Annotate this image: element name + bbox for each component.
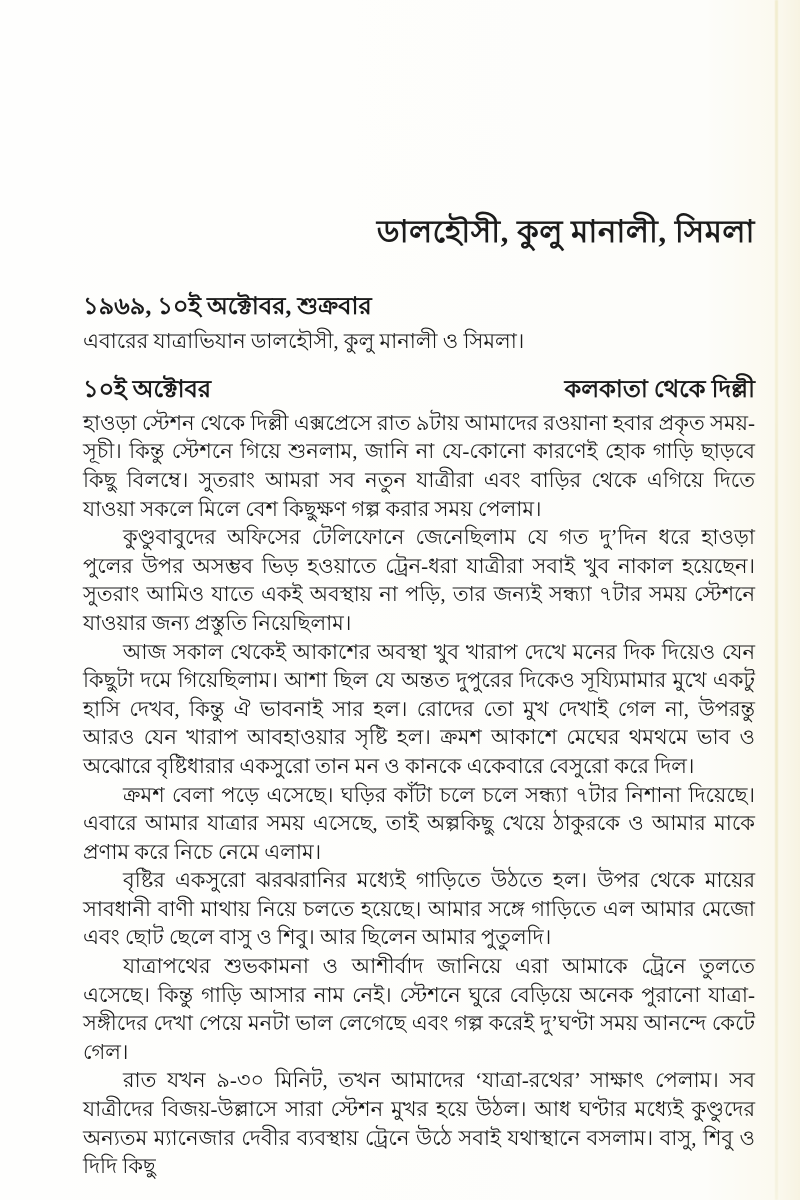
paragraph: ক্রমশ বেলা পড়ে এসেছে। ঘড়ির কাঁটা চলে চলে সন্ধ্যা ৭টার নিশানা দিয়েছে। এবারে আমার যাত্রার সময় এসেছে, তাই অল্পকিছু খেয়ে ঠাকুরকে ও আমার মাকে প্রণাম করে নিচে নেমে এলাম। bbox=[83, 782, 755, 864]
date-subtitle: এবারের যাত্রাভিযান ডালহৌসী, কুলু মানালী ও সিমলা। bbox=[83, 328, 525, 353]
paragraph: আজ সকাল থেকেই আকাশের অবস্থা খুব খারাপ দেখে মনের দিক দিয়েও যেন কিছুটা দমে গিয়েছিলাম। আশা ছিল যে অন্তত দুপুরের দিকেও সূয্যিমামার মুখে একটু হাসি দেখব, কিন্তু ঐ ভাবনাই সার হল। রোদের তো মুখ দেখাই গেল না, উপরন্তু আরও যেন খারাপ আবহাওয়ার সৃষ্টি হল। ক্রমশ আকাশে মেঘের থমথমে ভাব ও অঝোরে বৃষ্টিধারার একসুরো তান মন ও কানকে একেবারে বেসুরো করে দিল। bbox=[83, 639, 755, 778]
paragraph: বৃষ্টির একসুরো ঝরঝরানির মধ্যেই গাড়িতে উঠতে হল। উপর থেকে মায়ের সাবধানী বাণী মাথায় নিয়ে চলতে হয়েছে। আমার সঙ্গে গাড়িতে এল আমার মেজো এবং ছোট ছেলে বাসু ও শিবু। আর ছিলেন আমার পুতুলদি। bbox=[83, 868, 755, 950]
paragraph: কুণ্ডুবাবুদের অফিসের টেলিফোনে জেনেছিলাম যে গত দু’দিন ধরে হাওড়া পুলের উপর অসম্ভব ভিড় হওয়াতে ট্রেন-ধরা যাত্রীরা সবাই খুব নাকাল হয়েছেন। সুতরাং আমিও যাতে একই অবস্থায় না পড়ি, তার জন্যই সন্ধ্যা ৭টার সময় স্টেশনে যাওয়ার জন্য প্রস্তুতি নিয়েছিলাম। bbox=[83, 525, 755, 635]
body-text bbox=[83, 409, 755, 1181]
date-heading: ১৯৬৯, ১০ই অক্টোবর, শুক্রবার bbox=[83, 293, 372, 320]
page-content bbox=[83, 0, 755, 1181]
section-date-heading: ১০ই অক্টোবর bbox=[83, 377, 212, 403]
paragraph: হাওড়া স্টেশন থেকে দিল্লী এক্সপ্রেসে রাত ৯টায় আমাদের রওয়ানা হবার প্রকৃত সময়-সূচী। কিন্তু স্টেশনে গিয়ে শুনলাম, জানি না যে-কোনো কারণেই হোক গাড়ি ছাড়বে কিছু বিলম্বে। সুতরাং আমরা সব নতুন যাত্রীরা এবং বাড়ির থেকে এগিয়ে দিতে যাওয়া সকলে মিলে বেশ কিছুক্ষণ গল্প করার সময় পেলাম। bbox=[83, 410, 755, 521]
section-route-heading: কলকাতা থেকে দিল্লী bbox=[564, 377, 755, 403]
paragraph: যাত্রাপথের শুভকামনা ও আশীর্বাদ জানিয়ে এরা আমাকে ট্রেনে তুলতে এসেছে। কিন্তু গাড়ি আসার নাম নেই। স্টেশনে ঘুরে বেড়িয়ে অনেক পুরানো যাত্রা-সঙ্গীদের দেখা পেয়ে মনটা ভাল লেগেছে এবং গল্প করেই দু’ঘণ্টা সময় আনন্দে কেটে গেল। bbox=[83, 954, 755, 1064]
chapter-title: ডালহৌসী, কুলু মানালী, সিমলা bbox=[376, 214, 755, 249]
section-heading-row bbox=[83, 376, 755, 405]
paragraph: রাত যখন ৯-৩০ মিনিট, তখন আমাদের ‘যাত্রা-রথের’ সাক্ষাৎ পেলাম। সব যাত্রীদের বিজয়-উল্লাসে সারা স্টেশন মুখর হয়ে উঠল। আধ ঘণ্টার মধ্যেই কুণ্ডুদের অন্যতম ম্যানেজার দেবীর ব্যবস্থায় ট্রেনে উঠে সবাই যথাস্থানে বসলাম। বাসু, শিবু ও দিদি কিছু bbox=[83, 1068, 755, 1179]
date-block bbox=[83, 292, 755, 354]
scan-edge-artifact bbox=[775, 0, 778, 1200]
